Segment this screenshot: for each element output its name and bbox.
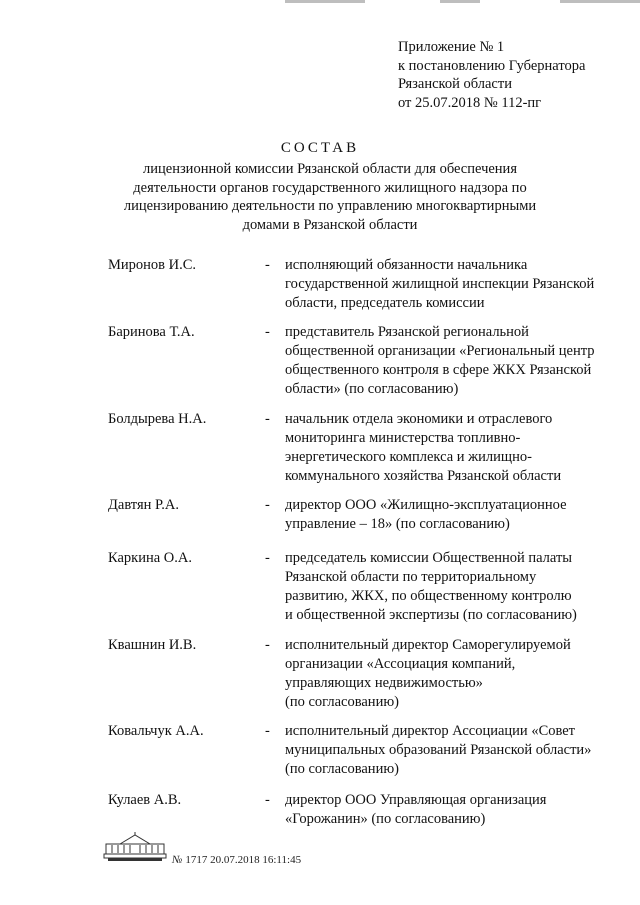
member-dash: - xyxy=(265,257,270,273)
role-line: (по согласованию) xyxy=(285,761,399,777)
role-line: Рязанской области по территориальному xyxy=(285,569,537,585)
role-line: организации «Ассоциация компаний, xyxy=(285,656,516,672)
member-name: Болдырева Н.А. xyxy=(108,411,207,427)
role-line: области» (по согласованию) xyxy=(285,381,459,397)
document-subtitle xyxy=(120,160,540,234)
member-dash: - xyxy=(265,324,270,340)
member-name: Миронов И.С. xyxy=(108,257,197,273)
role-line: государственной жилищной инспекции Рязанской xyxy=(285,276,595,292)
appendix-region: Рязанской области xyxy=(398,76,512,92)
role-line: представитель Рязанской региональной xyxy=(285,324,529,340)
member-role xyxy=(285,410,615,486)
role-line: коммунального хозяйства Рязанской области xyxy=(285,468,562,484)
role-line: и общественной экспертизы (по согласованию) xyxy=(285,607,577,623)
registration-number-date: 1717 20.07.2018 16:11:45 xyxy=(185,854,302,866)
member-role xyxy=(285,496,615,534)
scan-artifact xyxy=(560,0,640,3)
role-line: энергетического комплекса и жилищно- xyxy=(285,449,532,465)
role-line: исполнительный директор Ассоциации «Совет xyxy=(285,723,576,739)
member-role xyxy=(285,549,615,625)
role-line: управление – 18» (по согласованию) xyxy=(285,516,510,532)
role-line: директор ООО Управляющая организация xyxy=(285,792,547,808)
member-dash: - xyxy=(265,637,270,653)
role-line: управляющих недвижимостью» xyxy=(285,675,483,691)
subtitle-line: лицензированию деятельности по управлению многоквартирными xyxy=(123,198,537,214)
role-line: области, председатель комиссии xyxy=(285,295,485,311)
government-building-icon xyxy=(100,832,170,862)
registration-symbol: № xyxy=(172,854,183,866)
member-role xyxy=(285,323,615,399)
member-name: Каркина О.А. xyxy=(108,550,192,566)
member-role xyxy=(285,256,615,313)
role-line: муниципальных образований Рязанской области» xyxy=(285,742,592,758)
role-line: председатель комиссии Общественной палаты xyxy=(285,550,573,566)
member-dash: - xyxy=(265,497,270,513)
member-role xyxy=(285,636,615,712)
registration-stamp xyxy=(172,854,301,866)
appendix-header xyxy=(398,38,585,112)
role-line: общественного контроля в сфере ЖКХ Рязанской xyxy=(285,362,592,378)
member-name: Кулаев А.В. xyxy=(108,792,182,808)
role-line: исполняющий обязанности начальника xyxy=(285,257,528,273)
member-dash: - xyxy=(265,550,270,566)
member-name: Баринова Т.А. xyxy=(108,324,195,340)
role-line: (по согласованию) xyxy=(285,694,399,710)
subtitle-line: домами в Рязанской области xyxy=(242,216,418,233)
role-line: общественной организации «Региональный центр xyxy=(285,343,595,359)
appendix-date: от 25.07.2018 № 112-пг xyxy=(398,94,542,111)
role-line: директор ООО «Жилищно-эксплуатационное xyxy=(285,497,567,513)
role-line: мониторинга министерства топливно- xyxy=(285,430,521,446)
role-line: «Горожанин» (по согласованию) xyxy=(285,811,486,827)
role-line: развитию, ЖКХ, по общественному контролю xyxy=(285,588,572,604)
member-role xyxy=(285,791,615,829)
role-line: начальник отдела экономики и отраслевого xyxy=(285,411,553,427)
member-dash: - xyxy=(265,411,270,427)
member-name: Квашнин И.В. xyxy=(108,637,197,653)
subtitle-line: деятельности органов государственного жилищного надзора по xyxy=(133,179,527,196)
member-dash: - xyxy=(265,723,270,739)
document-title: СОСТАВ xyxy=(280,140,360,156)
appendix-number: Приложение № 1 xyxy=(398,39,505,55)
subtitle-line: лицензионной комиссии Рязанской области для обеспечения xyxy=(143,161,517,177)
scan-artifact xyxy=(285,0,365,3)
scan-artifact xyxy=(440,0,480,3)
member-name: Ковальчук А.А. xyxy=(108,723,204,739)
member-role xyxy=(285,722,615,779)
member-name: Давтян Р.А. xyxy=(108,497,179,513)
role-line: исполнительный директор Саморегулируемой xyxy=(285,637,571,653)
member-dash: - xyxy=(265,792,270,808)
appendix-reference: к постановлению Губернатора xyxy=(398,57,586,74)
registration-footer xyxy=(100,832,340,872)
